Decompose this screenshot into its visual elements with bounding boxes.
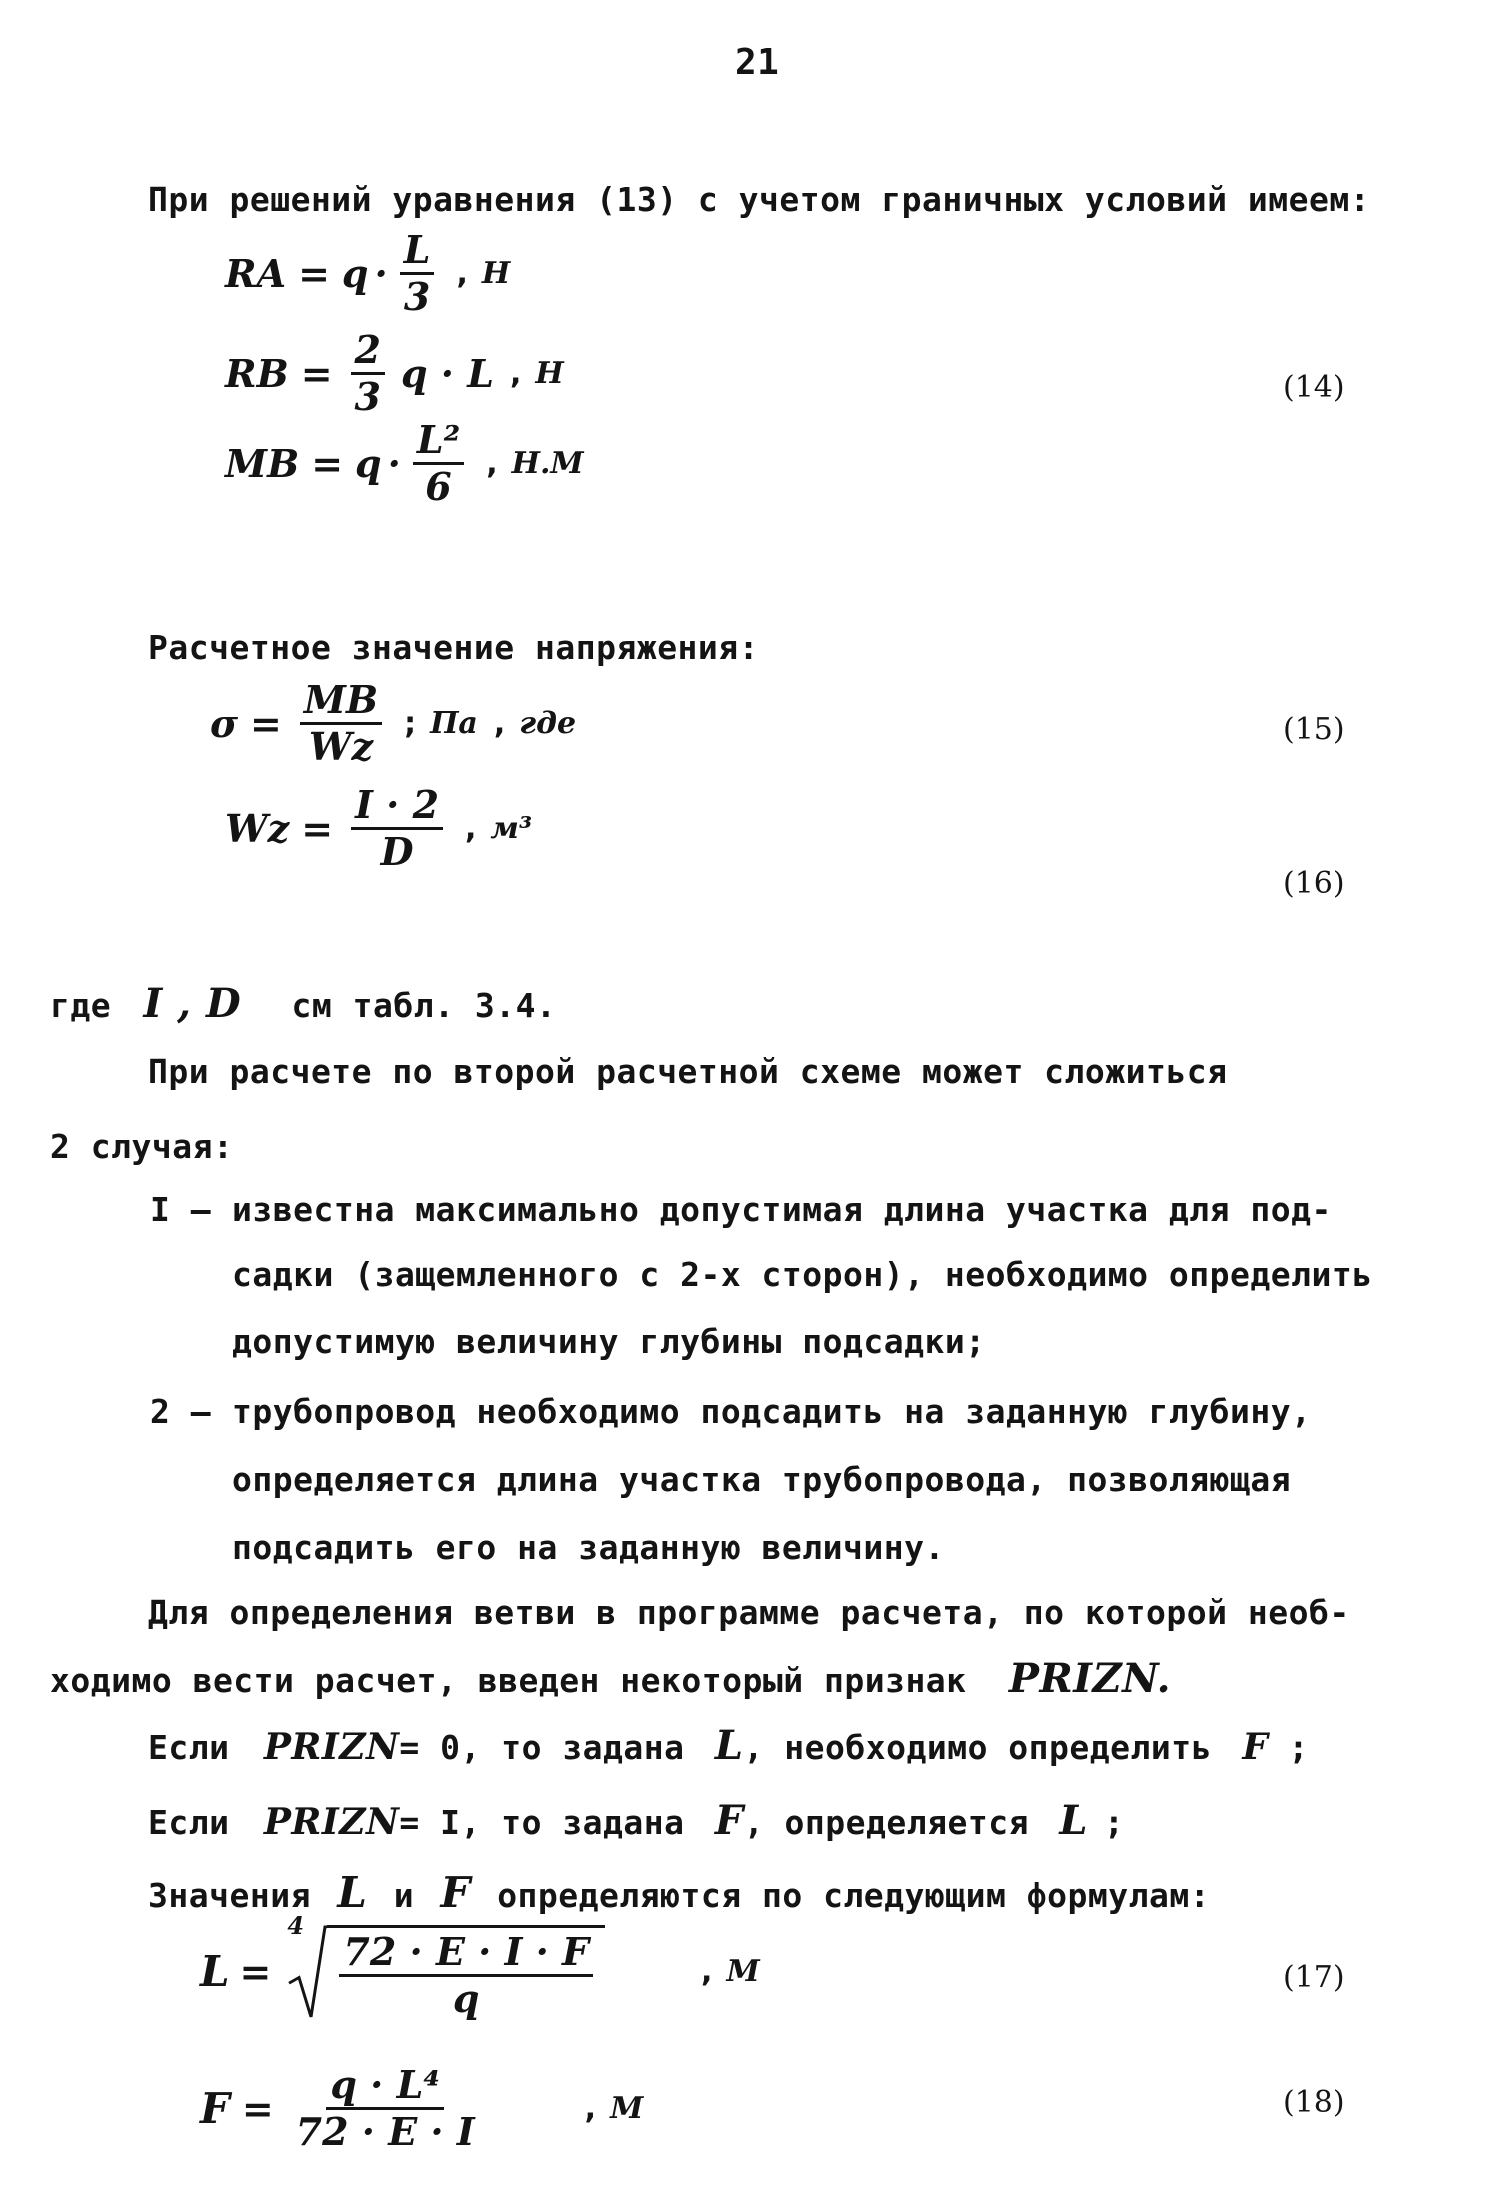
case1-line2: садки (защемленного с 2-х сторон), необходимо определить <box>232 1255 1373 1294</box>
equation-15: σ = $\frac{MB}{Wz}$ ; Па , где <box>210 677 577 769</box>
equation-16: Wz = $\frac{I \cdot 2}{D}$ , м³ <box>225 782 533 874</box>
equation-number: (14) <box>1283 370 1345 405</box>
prizn-symbol: PRIZN. <box>1008 1655 1172 1702</box>
page-number: 21 <box>735 42 780 83</box>
equation-17: L = 4 $\frac{72 \cdot E \cdot I \cdot F}{q}$ , M <box>200 1911 760 2021</box>
equation-number: (15) <box>1283 712 1345 747</box>
fraction: $\frac{L}{3}$ <box>400 230 435 317</box>
para1-line2: 2 случая: <box>50 1127 234 1166</box>
radical-sign <box>287 1925 327 2019</box>
fraction: $\frac{2}{3}$ <box>351 330 385 417</box>
if-prizn-0: Если PRIZN= 0, то задана L, необходимо определить F ; <box>148 1722 1309 1769</box>
para2-line1: Для определения ветви в программе расчета, по которой необ- <box>148 1593 1350 1632</box>
para2-line2: ходимо вести расчет, введен некоторый признак PRIZN. <box>50 1655 1172 1702</box>
symbol-list: I , D <box>143 980 242 1027</box>
eq-lhs: F <box>200 2083 230 2133</box>
eq-coef: q <box>355 440 382 486</box>
equation-number: (18) <box>1283 2085 1345 2120</box>
eq-lhs: Wz <box>225 805 290 851</box>
radical: 4 $\frac{72 \cdot E \cdot I \cdot F}{q}$ <box>287 1925 605 2019</box>
stress-heading: Расчетное значение напряжения: <box>148 628 760 667</box>
fraction: $\frac{MB}{Wz}$ <box>300 680 382 767</box>
equation-rb: RB = $\frac{2}{3}$ q · L , H <box>225 327 564 419</box>
equation-18: F = $\frac{\text{q · L⁴}}{72 \cdot E \cdot I}$ , M <box>200 2062 644 2154</box>
case2-line2: определяется длина участка трубопровода, позволяющая <box>232 1460 1292 1499</box>
case2-line1: трубопровод необходимо подсадить на заданную глубину, <box>232 1392 1312 1431</box>
case1-line3: допустимую величину глубины подсадки; <box>232 1322 986 1361</box>
case2-marker: 2 – <box>150 1392 212 1431</box>
fraction: $\frac{72 \cdot E \cdot I \cdot F}{q}$ <box>339 1932 593 2019</box>
see-table-line: где I , D см табл. 3.4. <box>50 980 557 1027</box>
equation-ra: RA = q · $\frac{L}{3}$ , H <box>225 227 511 319</box>
equation-number: (17) <box>1283 1960 1345 1995</box>
eq-lhs: MB <box>225 440 300 486</box>
case1-line1: известна максимально допустимая длина участка для под- <box>232 1190 1332 1229</box>
eq-lhs: RB <box>225 350 289 396</box>
case1-marker: I – <box>150 1190 212 1229</box>
eq-lhs: RA <box>225 250 287 296</box>
eq-lhs: L <box>200 1947 230 1997</box>
values-line: Значения L и F определяются по следующим формулам: <box>148 1868 1211 1917</box>
fraction: $\frac{\text{q · L⁴}}{72 \cdot E \cdot I}$ <box>295 2062 475 2154</box>
case2-line3: подсадить его на заданную величину. <box>232 1528 945 1567</box>
eq-lhs: σ <box>210 700 239 746</box>
equation-mb: MB = q · $\frac{\text{L²}}{6}$ , H.M <box>225 417 584 509</box>
eq-coef: q <box>341 250 369 296</box>
if-prizn-1: Если PRIZN= I, то задана F, определяется L ; <box>148 1797 1125 1844</box>
para1-line1: При расчете по второй расчетной схеме может сложиться <box>148 1052 1228 1091</box>
equation-number: (16) <box>1283 866 1345 901</box>
fraction: $\frac{I \cdot 2}{D}$ <box>351 785 443 872</box>
fraction: $\frac{\text{L²}}{6}$ <box>413 420 464 507</box>
intro-line: При решений уравнения (13) с учетом граничных условий имеем: <box>148 180 1371 219</box>
